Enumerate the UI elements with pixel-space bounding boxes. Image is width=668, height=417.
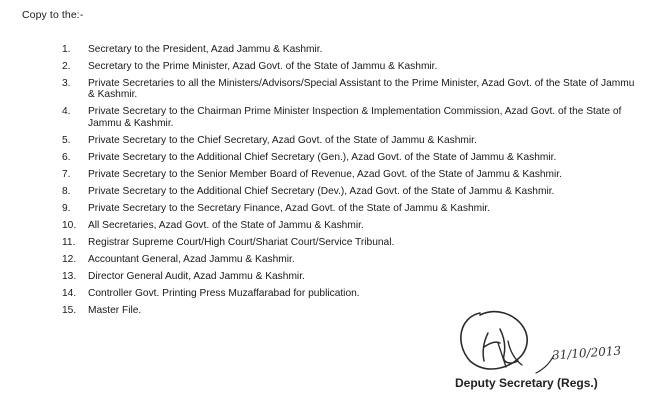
item-text: Private Secretary to the Additional Chief Secretary (Dev.), Azad Govt. of the State of Jammu & Kashmir. xyxy=(88,185,555,197)
item-number: 13. xyxy=(62,270,77,282)
copy-to-heading: Copy to the:- xyxy=(22,9,84,21)
list-item xyxy=(62,271,642,282)
item-text: Private Secretary to the Chairman Prime Minister Inspection & Implementation Commission, Azad Govt. of the State of Jammu & Kashmir. xyxy=(88,106,622,129)
list-item xyxy=(62,186,642,197)
list-item xyxy=(62,237,642,248)
list-item xyxy=(62,106,642,129)
item-number: 12. xyxy=(62,253,77,265)
item-text: Private Secretaries to all the Ministers/Advisors/Special Assistant to the Prime Minister, Azad Govt. of the State of Jammu & Kashmir. xyxy=(88,78,635,101)
list-item xyxy=(62,169,642,180)
item-text: Registrar Supreme Court/High Court/Shariat Court/Service Tribunal. xyxy=(88,236,395,248)
item-text: Secretary to the Prime Minister, Azad Govt. of the State of Jammu & Kashmir. xyxy=(88,61,438,72)
item-number: 4. xyxy=(62,106,71,118)
item-text: Private Secretary to the Additional Chief Secretary (Gen.), Azad Govt. of the State of Jammu & Kashmir. xyxy=(88,151,557,163)
signatory-title: Deputy Secretary (Regs.) xyxy=(455,376,598,390)
item-number: 1. xyxy=(62,44,71,55)
item-number: 15. xyxy=(62,304,77,316)
item-number: 8. xyxy=(62,185,71,197)
item-number: 2. xyxy=(62,61,71,72)
list-item xyxy=(62,61,642,72)
item-text: Secretary to the President, Azad Jammu & Kashmir. xyxy=(88,44,323,55)
list-item xyxy=(62,203,642,214)
list-item xyxy=(62,254,642,265)
list-item xyxy=(62,220,642,231)
item-number: 7. xyxy=(62,168,71,180)
list-item xyxy=(62,135,642,146)
item-text: Master File. xyxy=(88,304,142,316)
list-item xyxy=(62,288,642,299)
item-text: Private Secretary to the Secretary Finance, Azad Govt. of the State of Jammu & Kashmir. xyxy=(88,202,491,214)
item-number: 10. xyxy=(62,219,77,231)
item-text: Private Secretary to the Chief Secretary, Azad Govt. of the State of Jammu & Kashmir. xyxy=(88,134,477,146)
item-number: 5. xyxy=(62,134,71,146)
list-item xyxy=(62,152,642,163)
item-number: 3. xyxy=(62,78,71,89)
list-item xyxy=(62,44,642,55)
item-text: Director General Audit, Azad Jammu & Kashmir. xyxy=(88,270,305,282)
item-text: Private Secretary to the Senior Member Board of Revenue, Azad Govt. of the State of Jammu & Kashmir. xyxy=(88,168,562,180)
signature-date: 31/10/2013 xyxy=(551,343,622,363)
item-number: 11. xyxy=(62,236,76,248)
item-number: 9. xyxy=(62,202,71,214)
item-number: 14. xyxy=(62,287,77,299)
distribution-list xyxy=(62,44,642,322)
item-text: Accountant General, Azad Jammu & Kashmir. xyxy=(88,253,295,265)
item-text: All Secretaries, Azad Govt. of the State of Jammu & Kashmir. xyxy=(88,219,364,231)
list-item xyxy=(62,78,642,101)
item-text: Controller Govt. Printing Press Muzaffarabad for publication. xyxy=(88,287,360,299)
item-number: 6. xyxy=(62,151,71,163)
